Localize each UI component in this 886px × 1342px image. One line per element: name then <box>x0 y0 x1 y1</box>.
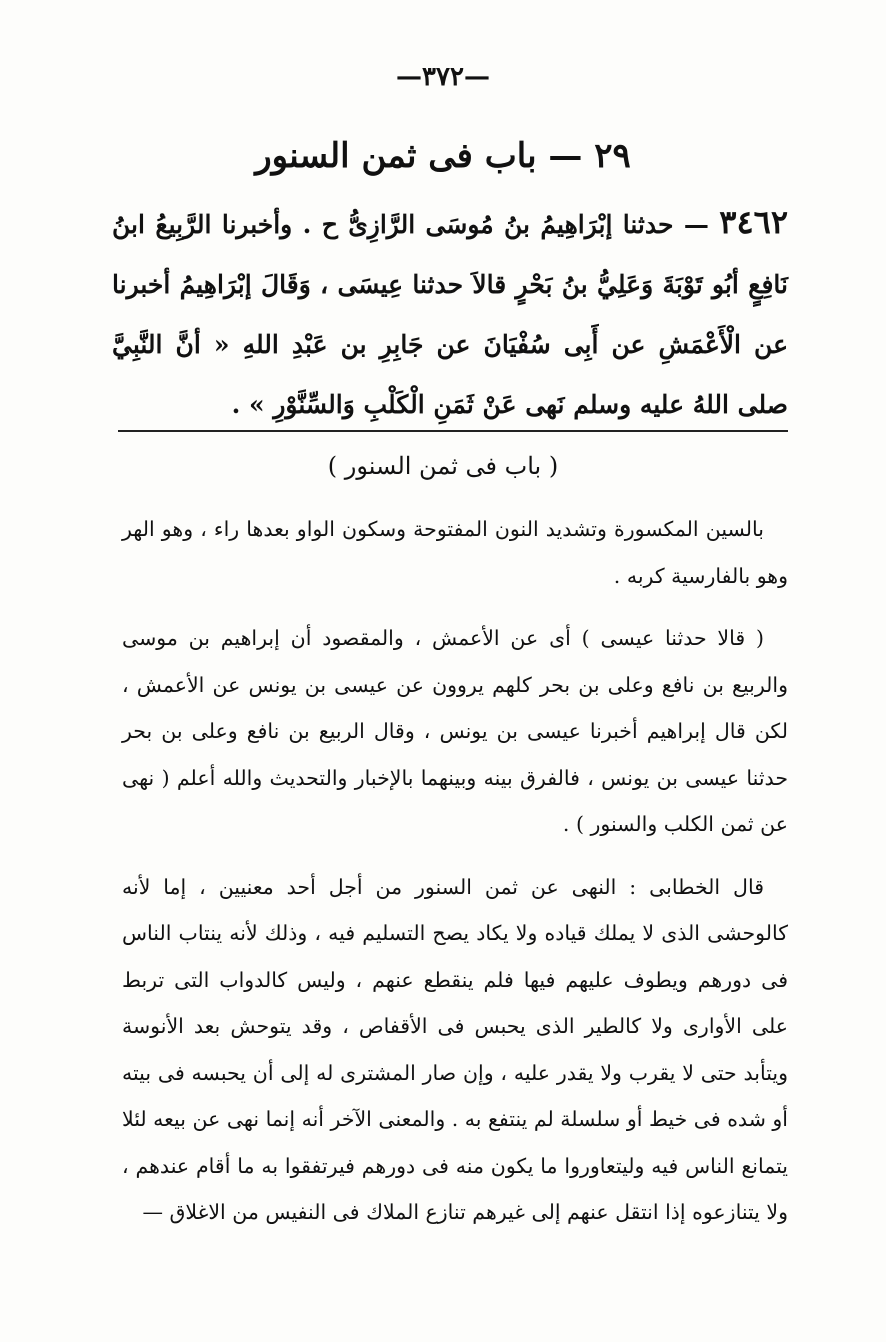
commentary-paragraph-1: بالسين المكسورة وتشديد النون المفتوحة وسكون الواو بعدها راء ، وهو الهر وهو بالفارسية كربه . <box>122 517 788 588</box>
chapter-title: ٢٩ — باب فى ثمن السنور <box>255 136 631 176</box>
commentary-paragraph-3: قال الخطابى : النهى عن ثمن السنور من أجل أحد معنيين ، إما لأنه كالوحشى الذى لا يملك قياده ولا يكاد يصح التسليم فيه ، وذلك لأنه ينتاب الناس فى دورهم ويطوف عليهم فيها فلم ينقطع عنهم ، وليس كالدواب التى تربط على الأوارى ولا كالطير الذى يحبس فى الأقفاص ، وقد يتوحش بعد الأنوسة ويتأبد حتى لا يقرب ولا يقدر عليه ، وإن صار المشترى له إلى أن يحبسه فى بيته أو شده فى خيط أو سلسلة لم ينتفع به . والمعنى الآخر أنه إنما نهى عن بيعه لئلا يتمانع الناس فيه وليتعاوروا ما يكون منه فى دورهم فيرتفقوا به ما أقام عندهم ، ولا يتنازعوه إذا انتقل عنهم إلى غيرهم تنازع الملاك فى النفيس من الاغلاق — <box>122 874 788 1224</box>
commentary-body <box>122 506 788 1252</box>
hadith-text-block <box>112 192 788 435</box>
hadith-text: — حدثنا إبْرَاهِيمُ بنُ مُوسَى الرَّازِىُّ ح . وأخبرنا الرَّبِيعُ ابنُ نَافِعٍ أبُو تَوْبَةَ وَعَلِيُّ بنُ بَحْرٍ قالاَ حدثنا عِيسَى ، وَقَالَ إبْرَاهِيمُ أخبرنا عن الْأَعْمَشِ عن أَبِى سُفْيَانَ عن جَابِرِ بن عَبْدِ اللهِ « أنَّ النَّبِيَّ صلى اللهُ عليه وسلم نَهى عَنْ ثَمَنِ الْكَلْبِ وَالسِّنَّوْرِ » . <box>112 210 788 419</box>
section-divider <box>118 430 788 432</box>
commentary-paragraph-2: ( قالا حدثنا عيسى ) أى عن الأعمش ، والمقصود أن إبراهيم بن موسى والربيع بن نافع وعلى بن بحر كلهم يروون عن عيسى بن يونس عن الأعمش ، لكن قال إبراهيم أخبرنا عيسى بن يونس ، وقال الربيع بن نافع وعلى بن بحر حدثنا عيسى بن يونس ، فالفرق بينه وبينهما بالإخبار والتحديث والله أعلم ( نهى عن ثمن الكلب والسنور ) . <box>122 626 788 836</box>
page-number: —٣٧٢— <box>396 62 490 92</box>
commentary-title: ( باب فى ثمن السنور ) <box>327 452 559 480</box>
hadith-number: ٣٤٦٢ <box>719 203 788 241</box>
